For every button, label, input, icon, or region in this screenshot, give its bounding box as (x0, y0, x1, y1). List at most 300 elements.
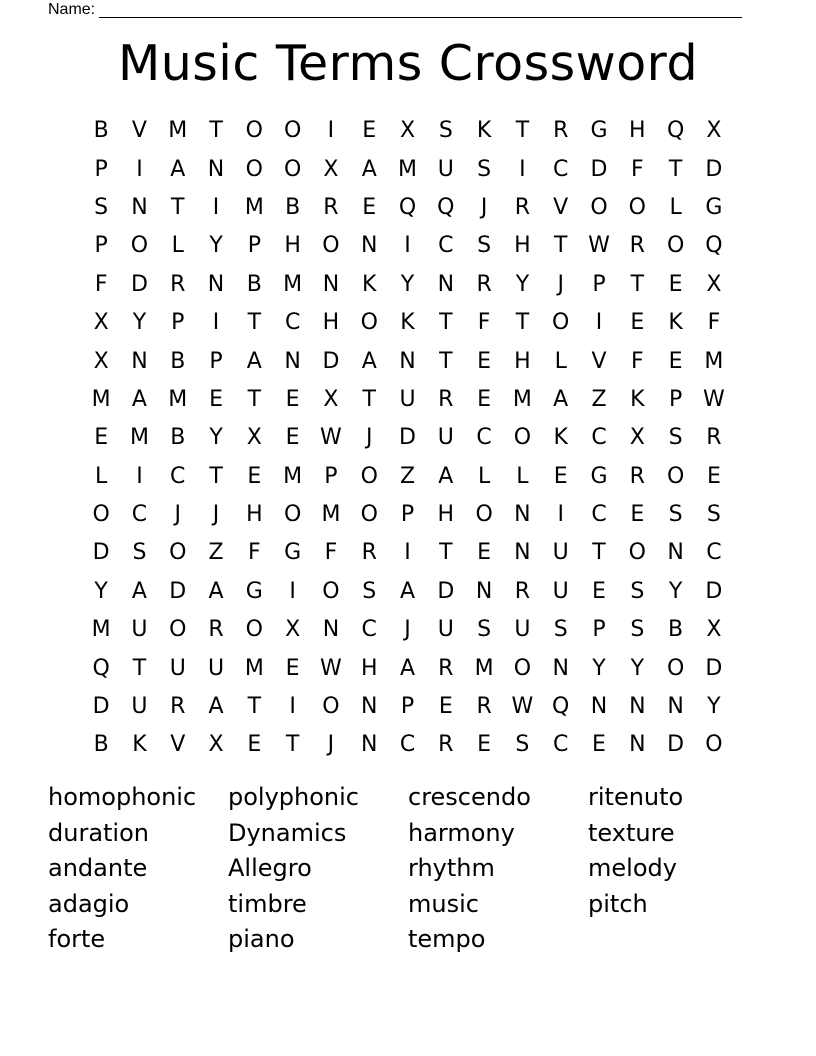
grid-cell: R (323, 194, 339, 220)
grid-cell: E (362, 194, 377, 220)
grid-cell: L (171, 233, 184, 259)
grid-cell: W (588, 233, 610, 259)
grid-cell: O (322, 694, 340, 720)
grid-cell: E (592, 578, 606, 604)
grid-cell: H (514, 233, 531, 259)
grid-cell: M (244, 655, 264, 681)
word-column (408, 780, 588, 958)
grid-cell: W (320, 425, 342, 451)
grid-cell: B (170, 425, 186, 451)
grid-cell: F (630, 156, 644, 182)
grid-cell: Y (515, 271, 530, 297)
grid-cell: S (94, 194, 109, 220)
word-list-item: ritenuto (588, 783, 684, 811)
grid-cell: G (245, 578, 263, 604)
grid-cell: L (669, 194, 682, 220)
grid-cell: N (360, 732, 378, 758)
grid-cell: O (245, 156, 263, 182)
grid-cell: O (475, 502, 493, 528)
grid-cell: E (285, 655, 300, 681)
grid-cell: T (362, 386, 376, 412)
grid-cell: I (136, 463, 143, 489)
grid-cell: E (285, 425, 300, 451)
grid-cell: A (208, 578, 224, 604)
grid-cell: N (131, 348, 148, 374)
grid-cell: M (244, 194, 264, 220)
grid-cell: T (439, 348, 453, 374)
grid-cell: E (362, 118, 377, 144)
grid-cell: E (477, 732, 492, 758)
grid-cell: S (630, 617, 645, 643)
grid-cell: B (170, 348, 186, 374)
grid-cell: U (437, 156, 454, 182)
grid-cell: R (476, 271, 492, 297)
grid-cell: J (174, 502, 181, 528)
grid-cell: U (399, 386, 416, 412)
grid-row (82, 342, 733, 380)
grid-cell: E (94, 425, 109, 451)
word-list-item: Allegro (228, 854, 312, 883)
word-list-item: texture (588, 818, 675, 847)
word-list-item: andante (48, 854, 148, 883)
word-list-item: forte (48, 925, 106, 954)
grid-row (82, 688, 733, 726)
grid-cell: E (592, 732, 606, 758)
grid-cell: U (514, 617, 531, 643)
grid-cell: E (553, 463, 568, 489)
grid-cell: R (476, 694, 492, 720)
grid-cell: Y (132, 310, 147, 336)
grid-cell: P (94, 156, 108, 182)
grid-cell: X (629, 425, 645, 451)
word-column (588, 780, 768, 958)
grid-cell: M (398, 156, 418, 182)
grid-cell: M (91, 386, 111, 412)
grid-cell: O (130, 233, 149, 259)
grid-cell: M (474, 655, 494, 681)
grid-cell: H (514, 348, 531, 374)
grid-cell: S (706, 502, 721, 528)
grid-cell: U (552, 540, 569, 566)
grid-cell: M (168, 386, 188, 412)
grid-cell: T (439, 310, 453, 336)
grid-cell: C (706, 540, 722, 566)
grid-row (82, 726, 733, 764)
grid-cell: P (171, 310, 185, 336)
grid-cell: S (477, 156, 492, 182)
grid-cell: O (590, 194, 608, 220)
grid-cell: R (170, 694, 186, 720)
grid-cell: C (170, 463, 186, 489)
grid-cell: G (705, 194, 723, 220)
grid-cell: E (285, 386, 300, 412)
grid-cell: X (323, 156, 339, 182)
grid-cell: O (283, 502, 302, 528)
grid-cell: Q (437, 194, 455, 220)
grid-cell: M (704, 348, 724, 374)
grid-row (82, 611, 733, 649)
grid-cell: Q (705, 233, 723, 259)
grid-cell: J (557, 271, 564, 297)
grid-cell: D (399, 425, 416, 451)
grid-cell: R (514, 578, 531, 604)
grid-cell: R (553, 118, 569, 144)
grid-cell: R (438, 732, 454, 758)
grid-cell: U (552, 578, 569, 604)
grid-cell: E (668, 271, 683, 297)
grid-cell: M (321, 502, 341, 528)
grid-cell: C (438, 233, 454, 259)
grid-cell: I (404, 233, 411, 259)
grid-cell: E (477, 540, 492, 566)
grid-cell: T (630, 271, 645, 297)
letter-grid (82, 112, 733, 765)
grid-cell: O (513, 425, 532, 451)
grid-cell: C (361, 617, 377, 643)
grid-cell: E (477, 348, 492, 374)
grid-cell: C (553, 156, 569, 182)
grid-cell: B (93, 118, 109, 144)
grid-cell: X (706, 617, 722, 643)
grid-cell: T (209, 118, 223, 144)
grid-cell: U (131, 694, 148, 720)
grid-cell: S (438, 118, 453, 144)
grid-cell: P (668, 386, 683, 412)
word-list-item: crescendo (408, 783, 531, 811)
grid-cell: O (283, 156, 302, 182)
grid-cell: O (628, 194, 646, 220)
grid-cell: E (630, 502, 645, 528)
grid-cell: D (705, 655, 723, 681)
grid-cell: N (590, 694, 608, 720)
grid-cell: N (667, 694, 684, 720)
grid-cell: U (131, 617, 148, 643)
grid-cell: M (283, 271, 303, 297)
grid-cell: T (171, 194, 185, 220)
word-list-item: Dynamics (228, 818, 347, 847)
grid-row (82, 304, 733, 342)
grid-cell: D (667, 732, 685, 758)
grid-cell: H (246, 502, 263, 528)
grid-cell: Z (399, 463, 416, 489)
grid-cell: P (247, 233, 261, 259)
grid-cell: M (283, 463, 303, 489)
grid-cell: O (322, 233, 340, 259)
grid-row (82, 266, 733, 304)
grid-cell: V (131, 118, 147, 144)
grid-cell: Y (400, 271, 415, 297)
grid-cell: I (557, 502, 564, 528)
grid-cell: I (212, 194, 220, 220)
grid-cell: S (132, 540, 147, 566)
grid-cell: I (404, 540, 411, 566)
grid-cell: O (360, 463, 378, 489)
grid-cell: U (169, 655, 186, 681)
grid-row (82, 381, 733, 419)
grid-cell: U (437, 617, 454, 643)
grid-row (82, 419, 733, 457)
grid-cell: E (630, 310, 645, 336)
grid-cell: L (516, 463, 529, 489)
grid-cell: G (590, 463, 608, 489)
grid-cell: O (666, 463, 685, 489)
grid-cell: L (477, 463, 491, 489)
grid-cell: T (515, 310, 530, 336)
grid-cell: M (512, 386, 532, 412)
grid-cell: X (93, 310, 109, 336)
grid-cell: Y (707, 694, 721, 720)
grid-cell: J (327, 732, 335, 758)
grid-cell: B (668, 617, 684, 643)
grid-cell: F (477, 310, 491, 336)
grid-cell: R (361, 540, 377, 566)
grid-cell: R (629, 233, 645, 259)
grid-cell: Q (666, 118, 685, 144)
grid-cell: A (131, 578, 147, 604)
grid-row (82, 534, 733, 572)
grid-cell: E (247, 732, 262, 758)
grid-cell: K (362, 271, 377, 297)
grid-cell: O (169, 617, 187, 643)
grid-cell: P (400, 502, 415, 528)
grid-cell: D (437, 578, 455, 604)
grid-cell: O (245, 617, 263, 643)
grid-cell: A (208, 694, 224, 720)
grid-cell: X (399, 118, 416, 144)
grid-row (82, 112, 733, 150)
grid-cell: Q (398, 194, 417, 220)
grid-cell: S (668, 502, 683, 528)
grid-cell: N (514, 502, 531, 528)
grid-cell: R (514, 194, 531, 220)
grid-cell: B (285, 194, 301, 220)
word-list-item: duration (48, 818, 149, 847)
grid-cell: Y (94, 578, 108, 604)
grid-cell: X (323, 386, 339, 412)
grid-cell: H (629, 118, 646, 144)
grid-cell: I (519, 156, 526, 182)
grid-cell: T (247, 386, 262, 412)
grid-cell: X (706, 118, 722, 144)
word-list-item: music (408, 889, 479, 918)
grid-cell: W (703, 386, 725, 412)
word-list-item: pitch (588, 889, 648, 918)
grid-cell: K (476, 118, 492, 144)
grid-cell: L (95, 463, 108, 489)
word-list-item: harmony (408, 818, 515, 847)
word-column (228, 780, 408, 958)
grid-cell: H (437, 502, 455, 528)
grid-cell: X (285, 617, 301, 643)
grid-cell: S (553, 617, 568, 643)
grid-cell: E (668, 348, 683, 374)
grid-cell: X (208, 732, 224, 758)
grid-cell: W (320, 655, 342, 681)
grid-cell: D (705, 578, 723, 604)
grid-cell: Y (668, 578, 683, 604)
grid-cell: C (591, 502, 607, 528)
grid-cell: P (209, 348, 223, 374)
grid-cell: C (399, 732, 416, 758)
grid-cell: G (590, 118, 608, 144)
grid-cell: N (667, 540, 684, 566)
grid-cell: D (169, 578, 187, 604)
grid-cell: T (247, 310, 262, 336)
grid-row (82, 227, 733, 265)
name-underline (99, 3, 742, 18)
grid-cell: T (209, 463, 223, 489)
word-list-item: adagio (48, 889, 130, 918)
grid-cell: D (322, 348, 340, 374)
grid-cell: R (438, 386, 454, 412)
grid-cell: X (246, 425, 262, 451)
grid-cell: T (285, 732, 300, 758)
grid-cell: T (515, 118, 530, 144)
grid-cell: C (131, 502, 148, 528)
grid-cell: T (247, 694, 262, 720)
grid-row (82, 189, 733, 227)
grid-cell: M (91, 617, 111, 643)
grid-cell: I (289, 578, 296, 604)
grid-cell: O (92, 502, 110, 528)
grid-cell: V (591, 348, 607, 374)
grid-cell: K (132, 732, 147, 758)
grid-cell: L (554, 348, 567, 374)
grid-cell: M (168, 118, 188, 144)
grid-cell: H (360, 655, 378, 681)
grid-cell: Z (208, 540, 224, 566)
grid-cell: N (207, 271, 225, 297)
grid-cell: Z (591, 386, 607, 412)
word-list (48, 780, 768, 958)
grid-row (82, 458, 733, 496)
word-list-item: rhythm (408, 854, 495, 883)
grid-cell: S (477, 233, 492, 259)
grid-cell: S (515, 732, 530, 758)
grid-cell: Y (209, 425, 223, 451)
grid-cell: I (212, 310, 220, 336)
grid-cell: G (284, 540, 302, 566)
grid-cell: E (209, 386, 223, 412)
grid-cell: F (707, 310, 721, 336)
grid-cell: R (438, 655, 454, 681)
grid-cell: T (553, 233, 568, 259)
grid-cell: O (666, 655, 685, 681)
grid-cell: S (630, 578, 645, 604)
grid-cell: P (592, 617, 606, 643)
grid-cell: N (360, 694, 378, 720)
grid-cell: N (207, 156, 225, 182)
grid-cell: F (324, 540, 338, 566)
grid-cell: O (705, 732, 723, 758)
grid-cell: C (553, 732, 569, 758)
grid-cell: B (246, 271, 262, 297)
grid-cell: M (129, 425, 149, 451)
grid-cell: K (400, 310, 415, 336)
grid-cell: K (630, 386, 645, 412)
grid-cell: T (592, 540, 606, 566)
grid-cell: S (668, 425, 683, 451)
grid-cell: A (361, 348, 377, 374)
grid-cell: B (93, 732, 109, 758)
name-label: Name: (48, 1, 96, 18)
grid-cell: N (284, 348, 301, 374)
grid-row (82, 573, 733, 611)
grid-cell: J (480, 194, 488, 220)
word-list-item: melody (588, 854, 677, 883)
grid-cell: N (475, 578, 493, 604)
grid-cell: O (513, 655, 532, 681)
grid-cell: A (170, 156, 186, 182)
grid-cell: N (322, 617, 340, 643)
grid-cell: T (668, 156, 683, 182)
grid-cell: Q (92, 655, 110, 681)
word-list-item: tempo (408, 925, 486, 954)
grid-cell: N (629, 694, 646, 720)
grid-cell: K (668, 310, 683, 336)
grid-cell: O (360, 310, 378, 336)
grid-cell: E (477, 386, 492, 412)
grid-cell: U (207, 655, 225, 681)
grid-cell: O (322, 578, 340, 604)
grid-cell: A (399, 655, 416, 681)
grid-row (82, 496, 733, 534)
grid-cell: O (552, 310, 570, 336)
word-list-item: piano (228, 925, 295, 954)
grid-cell: D (92, 540, 110, 566)
grid-cell: P (324, 463, 338, 489)
grid-cell: U (437, 425, 454, 451)
grid-cell: I (136, 156, 143, 182)
grid-cell: N (360, 233, 378, 259)
grid-cell: D (705, 156, 723, 182)
grid-cell: O (360, 502, 378, 528)
grid-cell: J (212, 502, 220, 528)
grid-cell: R (706, 425, 722, 451)
grid-cell: X (93, 348, 109, 374)
grid-row (82, 649, 733, 687)
grid-cell: R (170, 271, 186, 297)
name-field (48, 0, 742, 18)
grid-cell: V (170, 732, 186, 758)
grid-cell: C (591, 425, 607, 451)
grid-cell: O (169, 540, 187, 566)
grid-cell: A (361, 156, 377, 182)
grid-cell: H (284, 233, 301, 259)
grid-cell: J (365, 425, 373, 451)
grid-cell: S (362, 578, 377, 604)
grid-cell: F (248, 540, 261, 566)
grid-cell: P (592, 271, 606, 297)
grid-cell: T (132, 655, 147, 681)
grid-cell: W (511, 694, 534, 720)
grid-cell: O (283, 118, 302, 144)
grid-cell: N (437, 271, 455, 297)
word-list-item: timbre (228, 889, 307, 918)
grid-cell: D (590, 156, 608, 182)
grid-cell: P (400, 694, 415, 720)
grid-cell: I (289, 694, 296, 720)
grid-cell: N (514, 540, 531, 566)
grid-cell: C (284, 310, 301, 336)
grid-cell: A (399, 578, 416, 604)
grid-cell: I (327, 118, 335, 144)
grid-row (82, 150, 733, 188)
grid-cell: O (628, 540, 646, 566)
grid-cell: N (131, 194, 148, 220)
grid-cell: J (404, 617, 411, 643)
grid-cell: T (439, 540, 453, 566)
